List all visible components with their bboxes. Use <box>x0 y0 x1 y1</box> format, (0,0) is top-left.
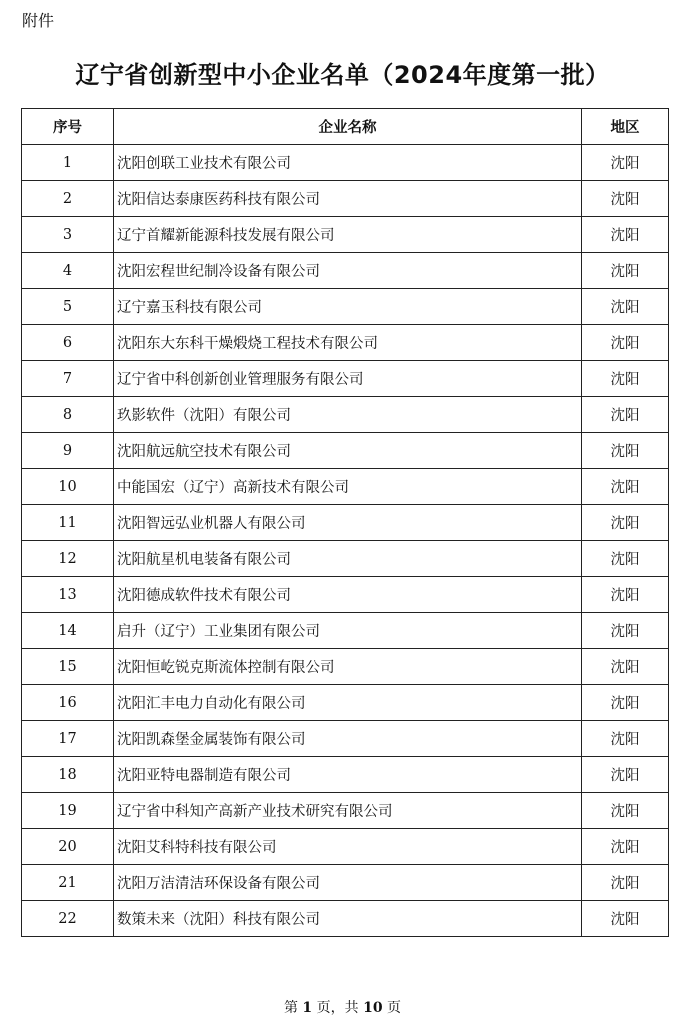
table-row <box>22 217 669 253</box>
serial-number-cell: 6 <box>22 325 114 361</box>
table-row <box>22 865 669 901</box>
serial-number-cell: 20 <box>22 829 114 865</box>
enterprise-name-cell: 沈阳智远弘业机器人有限公司 <box>114 505 582 541</box>
region-cell: 沈阳 <box>582 433 669 469</box>
table-row <box>22 613 669 649</box>
serial-number-cell: 10 <box>22 469 114 505</box>
table-row <box>22 649 669 685</box>
region-cell: 沈阳 <box>582 685 669 721</box>
region-cell: 沈阳 <box>582 181 669 217</box>
table-row <box>22 433 669 469</box>
table-row <box>22 793 669 829</box>
header-enterprise-name: 企业名称 <box>114 109 582 145</box>
enterprise-name-cell: 沈阳万洁清洁环保设备有限公司 <box>114 865 582 901</box>
region-cell: 沈阳 <box>582 469 669 505</box>
region-cell: 沈阳 <box>582 613 669 649</box>
serial-number-cell: 2 <box>22 181 114 217</box>
region-cell: 沈阳 <box>582 397 669 433</box>
region-cell: 沈阳 <box>582 901 669 937</box>
serial-number-cell: 8 <box>22 397 114 433</box>
table-header-row <box>22 109 669 145</box>
region-cell: 沈阳 <box>582 829 669 865</box>
header-serial-number: 序号 <box>22 109 114 145</box>
region-cell: 沈阳 <box>582 145 669 181</box>
table-row <box>22 901 669 937</box>
table-row <box>22 541 669 577</box>
footer-middle: 页，共 <box>316 1000 359 1016</box>
enterprise-name-cell: 沈阳艾科特科技有限公司 <box>114 829 582 865</box>
serial-number-cell: 19 <box>22 793 114 829</box>
serial-number-cell: 15 <box>22 649 114 685</box>
enterprise-name-cell: 沈阳德成软件技术有限公司 <box>114 577 582 613</box>
enterprise-name-cell: 沈阳汇丰电力自动化有限公司 <box>114 685 582 721</box>
table-row <box>22 397 669 433</box>
enterprise-name-cell: 中能国宏（辽宁）高新技术有限公司 <box>114 469 582 505</box>
table-row <box>22 829 669 865</box>
table-row <box>22 685 669 721</box>
region-cell: 沈阳 <box>582 541 669 577</box>
enterprise-name-cell: 辽宁省中科创新创业管理服务有限公司 <box>114 361 582 397</box>
enterprise-name-cell: 沈阳恒屹锐克斯流体控制有限公司 <box>114 649 582 685</box>
enterprise-name-cell: 玖影软件（沈阳）有限公司 <box>114 397 582 433</box>
region-cell: 沈阳 <box>582 217 669 253</box>
region-cell: 沈阳 <box>582 793 669 829</box>
footer-suffix: 页 <box>387 1000 402 1016</box>
serial-number-cell: 18 <box>22 757 114 793</box>
region-cell: 沈阳 <box>582 361 669 397</box>
serial-number-cell: 12 <box>22 541 114 577</box>
enterprise-name-cell: 沈阳航星机电装备有限公司 <box>114 541 582 577</box>
region-cell: 沈阳 <box>582 649 669 685</box>
current-page-number: 1 <box>302 1000 313 1016</box>
enterprise-name-cell: 沈阳创联工业技术有限公司 <box>114 145 582 181</box>
serial-number-cell: 9 <box>22 433 114 469</box>
total-pages-number: 10 <box>363 1000 383 1016</box>
enterprise-name-cell: 辽宁省中科知产高新产业技术研究有限公司 <box>114 793 582 829</box>
serial-number-cell: 3 <box>22 217 114 253</box>
table-row <box>22 505 669 541</box>
table-body <box>22 145 669 937</box>
region-cell: 沈阳 <box>582 721 669 757</box>
table-row <box>22 757 669 793</box>
table-row <box>22 289 669 325</box>
serial-number-cell: 7 <box>22 361 114 397</box>
region-cell: 沈阳 <box>582 757 669 793</box>
region-cell: 沈阳 <box>582 325 669 361</box>
serial-number-cell: 5 <box>22 289 114 325</box>
footer-prefix: 第 <box>283 1000 298 1016</box>
region-cell: 沈阳 <box>582 253 669 289</box>
enterprise-name-cell: 沈阳航远航空技术有限公司 <box>114 433 582 469</box>
table-row <box>22 325 669 361</box>
serial-number-cell: 1 <box>22 145 114 181</box>
table-row <box>22 145 669 181</box>
enterprise-name-cell: 沈阳信达泰康医药科技有限公司 <box>114 181 582 217</box>
serial-number-cell: 21 <box>22 865 114 901</box>
enterprise-table <box>21 108 669 937</box>
region-cell: 沈阳 <box>582 505 669 541</box>
attachment-label: 附件 <box>22 11 55 30</box>
enterprise-name-cell: 辽宁嘉玉科技有限公司 <box>114 289 582 325</box>
serial-number-cell: 17 <box>22 721 114 757</box>
enterprise-name-cell: 沈阳亚特电器制造有限公司 <box>114 757 582 793</box>
enterprise-name-cell: 辽宁首耀新能源科技发展有限公司 <box>114 217 582 253</box>
header-region: 地区 <box>582 109 669 145</box>
serial-number-cell: 14 <box>22 613 114 649</box>
table-row <box>22 469 669 505</box>
enterprise-name-cell: 沈阳东大东科干燥煅烧工程技术有限公司 <box>114 325 582 361</box>
region-cell: 沈阳 <box>582 577 669 613</box>
serial-number-cell: 4 <box>22 253 114 289</box>
table-row <box>22 253 669 289</box>
enterprise-name-cell: 数策未来（沈阳）科技有限公司 <box>114 901 582 937</box>
document-title: 辽宁省创新型中小企业名单（2024年度第一批） <box>75 61 610 89</box>
page-footer <box>0 997 685 1017</box>
table-row <box>22 361 669 397</box>
table-row <box>22 181 669 217</box>
table-row <box>22 577 669 613</box>
enterprise-name-cell: 沈阳宏程世纪制冷设备有限公司 <box>114 253 582 289</box>
serial-number-cell: 16 <box>22 685 114 721</box>
region-cell: 沈阳 <box>582 289 669 325</box>
serial-number-cell: 11 <box>22 505 114 541</box>
table-row <box>22 721 669 757</box>
enterprise-name-cell: 沈阳凯森堡金属装饰有限公司 <box>114 721 582 757</box>
region-cell: 沈阳 <box>582 865 669 901</box>
serial-number-cell: 22 <box>22 901 114 937</box>
serial-number-cell: 13 <box>22 577 114 613</box>
enterprise-name-cell: 启升（辽宁）工业集团有限公司 <box>114 613 582 649</box>
